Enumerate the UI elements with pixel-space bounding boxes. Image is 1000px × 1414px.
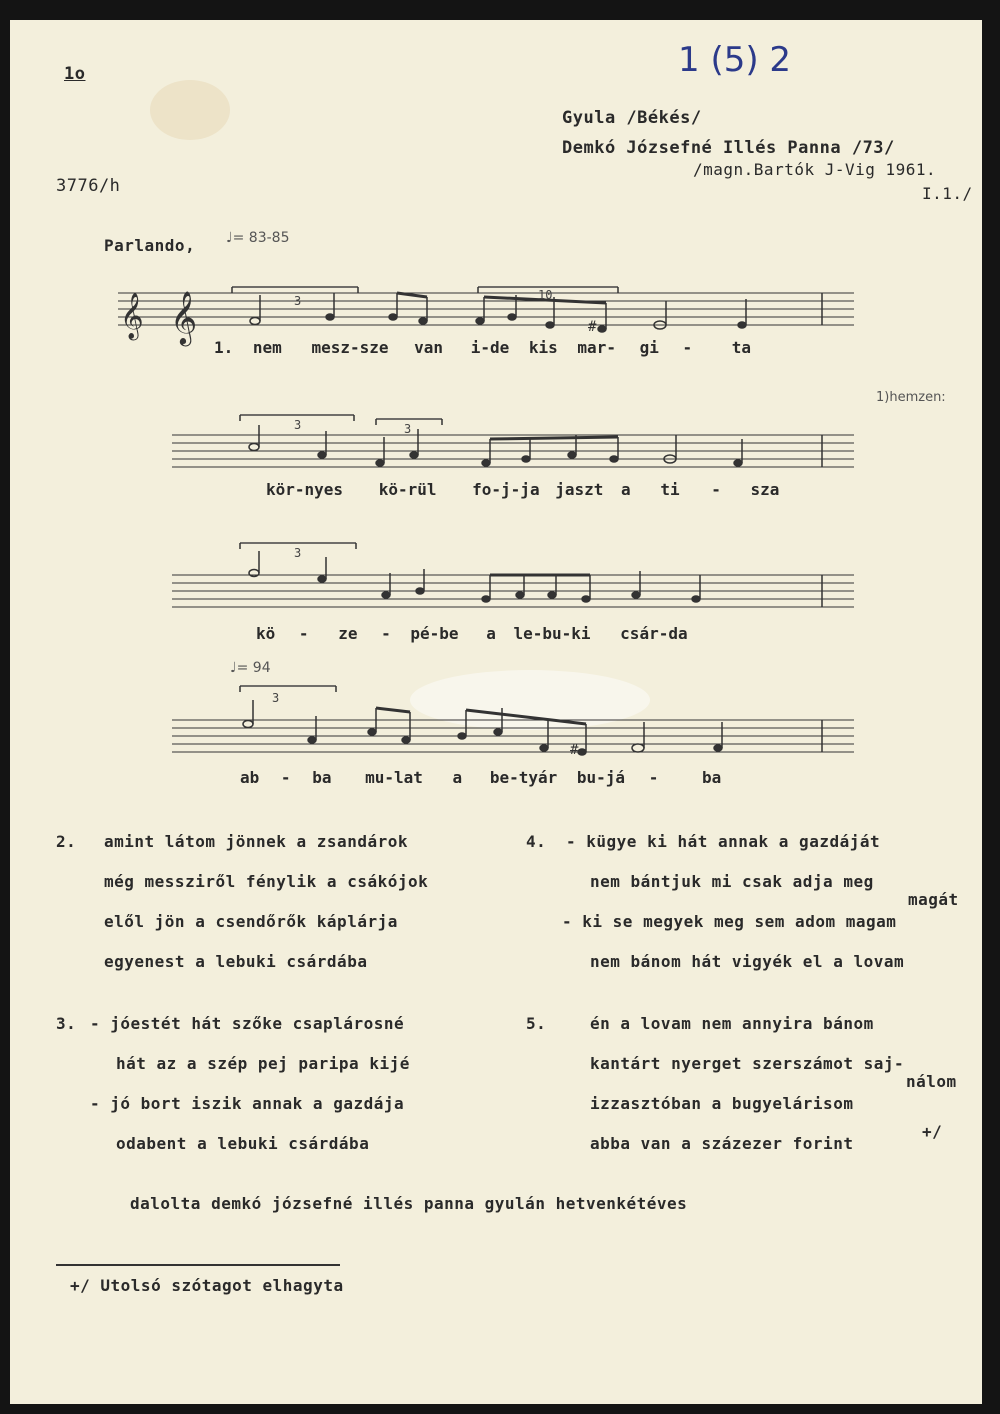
syllable: 1. — [214, 338, 234, 357]
syllable: i-de — [470, 338, 510, 357]
syllable: be-tyár — [489, 768, 558, 787]
syllable: - — [298, 624, 309, 643]
syllable: kö-rül — [378, 480, 437, 499]
page-number: 1o — [64, 64, 86, 84]
stanza-line: még messziről fénylik a csákójok — [104, 872, 429, 891]
document-page — [10, 20, 982, 1404]
footnote: +/ Utolsó szótagot elhagyta — [70, 1276, 344, 1295]
syllable: - — [381, 624, 391, 643]
syllable: - — [711, 480, 721, 499]
stanza-line: nem bántjuk mi csak adja meg — [590, 872, 874, 891]
syllable: fo-j-ja — [472, 480, 540, 499]
stanza-line: kantárt nyerget szerszámot saj- — [590, 1054, 905, 1073]
side-note: 1)hemzen: — [876, 390, 946, 405]
tuplet-label: 3 — [294, 418, 302, 432]
stanza-line: hát az a szép pej paripa kijé — [116, 1054, 410, 1073]
syllable: a — [486, 624, 496, 643]
tempo-value-2: ♩= 94 — [230, 660, 271, 676]
stanza-line: nálom — [906, 1072, 957, 1091]
syllable: pé-be — [410, 624, 459, 643]
tempo-marking: Parlando, — [104, 236, 196, 255]
quarter-note-icon: ♩ — [226, 230, 233, 246]
treble-clef-icon: 𝄞 — [170, 290, 198, 344]
quarter-note-icon: ♩ — [230, 660, 237, 676]
syllable: mu-lat — [365, 768, 423, 787]
stanza-line: - kügye ki hát annak a gazdáját — [566, 832, 881, 851]
tempo-value-1: ♩= 83-85 — [226, 230, 290, 246]
tuplet-label: 3 — [294, 546, 302, 560]
paper-stain — [150, 80, 230, 140]
catalog-number: 3776/h — [56, 176, 121, 196]
syllable: van — [414, 338, 444, 357]
syllable: ta — [731, 338, 752, 357]
syllable: - — [648, 768, 659, 787]
treble-clef-icon: 𝄞 — [120, 293, 144, 339]
stanza-number: 3. — [56, 1014, 77, 1033]
syllable: kör-nyes — [266, 480, 344, 499]
syllable: bu-já — [576, 768, 626, 787]
stanza-line: nem bánom hát vigyék el a lovam — [590, 952, 905, 971]
lyrics-line-3 — [256, 624, 688, 643]
location: Gyula /Békés/ — [562, 108, 702, 128]
syllable: jaszt — [555, 480, 604, 499]
tuplet-label: 10 — [538, 288, 553, 302]
stanza-line: odabent a lebuki csárdába — [116, 1134, 370, 1153]
stanza-line: - ki se megyek meg sem adom magam — [562, 912, 897, 931]
recording-info: /magn.Bartók J-Vig 1961. — [693, 160, 937, 179]
stanza-line: abba van a százezer forint — [590, 1134, 854, 1153]
syllable: ti — [660, 480, 680, 499]
singer: Demkó Józsefné Illés Panna /73/ — [562, 138, 895, 158]
stanza-line: magát — [908, 890, 959, 909]
stanza-number: 5. — [526, 1014, 547, 1033]
stanza-line: - jóestét hát szőke csaplárosné — [90, 1014, 405, 1033]
tuplet-label: 3 — [404, 422, 412, 436]
lyrics-line-2 — [266, 480, 779, 499]
syllable: csár-da — [620, 624, 688, 643]
stanza-line: egyenest a lebuki csárdába — [104, 952, 368, 971]
syllable: gi — [639, 338, 659, 357]
syllable: - — [280, 768, 291, 787]
stanza-line: - jó bort iszik annak a gazdája — [90, 1094, 405, 1113]
stanza-number: 4. — [526, 832, 547, 851]
syllable: a — [452, 768, 463, 787]
stanza-line: én a lovam nem annyira bánom — [590, 1014, 874, 1033]
closing-line: dalolta demkó józsefné illés panna gyulán hetvenkétéves — [130, 1194, 688, 1213]
stanza-line: elől jön a csendőrők káplárja — [104, 912, 398, 931]
syllable: sza — [750, 480, 780, 499]
syllable: - — [682, 338, 693, 357]
stanza-line: izzasztóban a bugyelárisom — [590, 1094, 854, 1113]
stanza-number: 2. — [56, 832, 77, 851]
footnote-marker: +/ — [922, 1122, 943, 1141]
syllable: le-bu-ki — [513, 624, 591, 643]
syllable: ze — [338, 624, 358, 643]
tuplet-label: 3 — [272, 691, 280, 705]
svg-text:#: # — [588, 319, 597, 335]
lyrics-line-1 — [214, 338, 751, 357]
recording-date: I.1./ — [922, 184, 973, 203]
archive-mark: 1 (5) 2 — [678, 40, 792, 80]
syllable: ba — [701, 768, 722, 787]
footnote-divider — [56, 1264, 340, 1266]
syllable: ba — [312, 768, 332, 787]
syllable: kö — [256, 624, 276, 643]
syllable: kis — [528, 338, 558, 357]
svg-text:#: # — [570, 742, 579, 758]
stanza-line: amint látom jönnek a zsandárok — [104, 832, 408, 851]
syllable: nem — [252, 338, 282, 357]
syllable: ab — [240, 768, 260, 787]
syllable: mar- — [577, 338, 616, 357]
syllable: a — [621, 480, 631, 499]
syllable: mesz-sze — [311, 338, 389, 357]
tuplet-label: 3 — [294, 294, 302, 308]
lyrics-line-4 — [240, 768, 721, 787]
